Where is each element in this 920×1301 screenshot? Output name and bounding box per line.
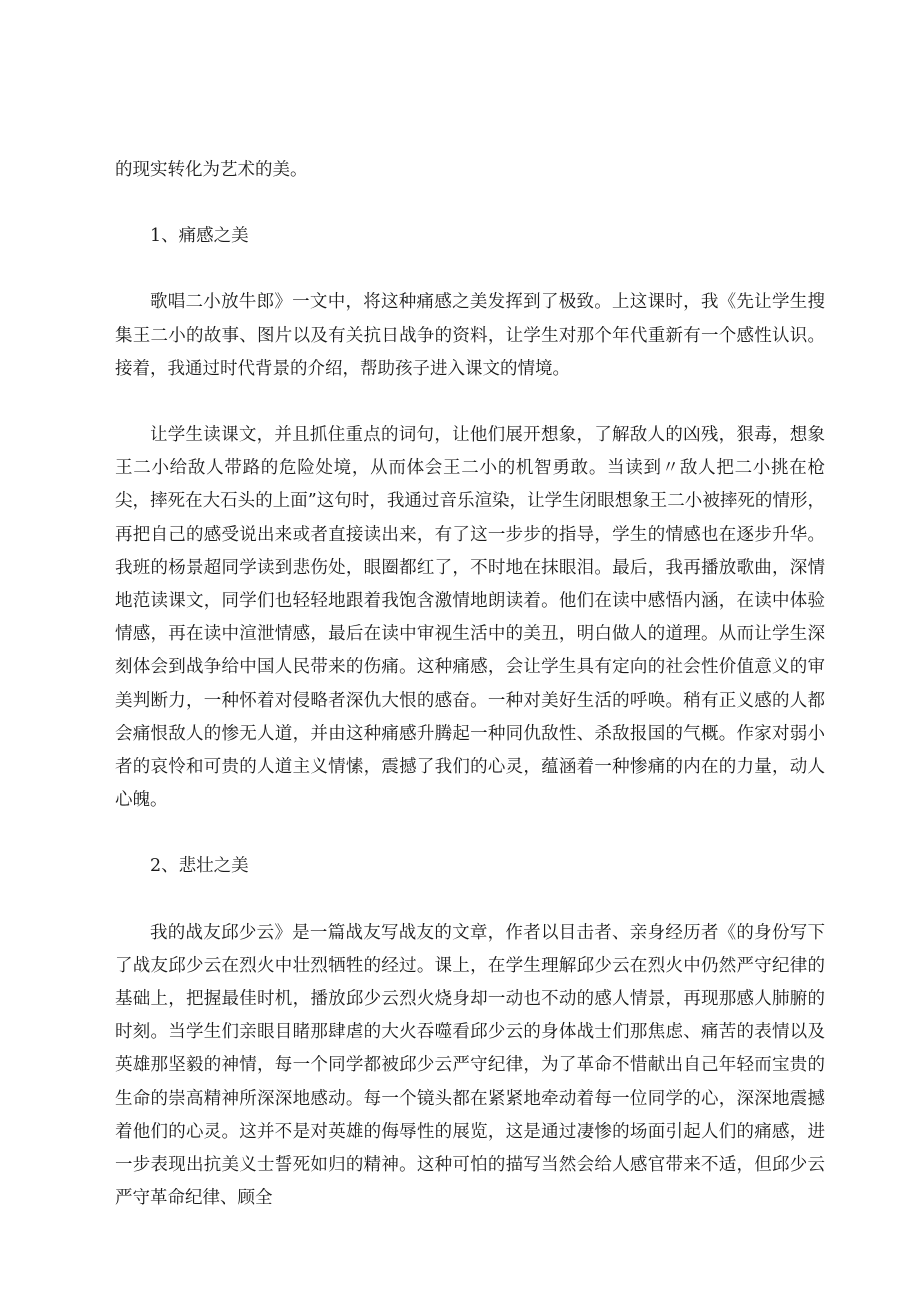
paragraph-gap bbox=[115, 386, 825, 419]
document-body bbox=[115, 154, 825, 1215]
paragraph-gap bbox=[115, 253, 825, 286]
paragraph-reading-lesson: 让学生读课文，并且抓住重点的词句，让他们展开想象，了解敌人的凶残，狠毒，想象王二小给敌人带路的危险处境，从而体会王二小的机智勇敢。当读到〃敌人把二小挑在枪尖，摔死在大石头的上面”这句时，我通过音乐渲染，让学生闭眼想象王二小被摔死的情形，再把自己的感受说出来或者直接读出来，有了这一步步的指导，学生的情感也在逐步升华。我班的杨景超同学读到悲伤处，眼圈都红了，不时地在抹眼泪。最后，我再播放歌曲，深情地范读课文，同学们也轻轻地跟着我饱含激情地朗读着。他们在读中感悟内涵，在读中体验情感，再在读中渲泄情感，最后在读中审视生活中的美丑，明白做人的道理。从而让学生深刻体会到战争给中国人民带来的伤痛。这种痛感，会让学生具有定向的社会性价值意义的审美判断力，一种怀着对侵略者深仇大恨的感奋。一种对美好生活的呼唤。稍有正义感的人都会痛恨敌人的惨无人道，并由这种痛感升腾起一种同仇敌性、杀敌报国的气概。作家对弱小者的哀怜和可贵的人道主义情愫，震撼了我们的心灵，蕴涵着一种惨痛的内在的力量，动人心魄。 bbox=[115, 425, 825, 811]
section-heading-tragic: 2、悲壮之美 bbox=[150, 856, 249, 877]
paragraph-wang-erxiao-intro: 歌唱二小放牛郎》一文中，将这种痛感之美发挥到了极致。上这课时，我《先让学生搜集王二小的故事、图片以及有关抗日战争的资料，让学生对那个年代重新有一个感性认识。接着，我通过时代背景的介绍，帮助孩子进入课文的情境。 bbox=[115, 292, 825, 379]
paragraph-qiu-shaoyun: 我的战友邱少云》是一篇战友写战友的文章，作者以目击者、亲身经历者《的身份写下了战友邱少云在烈火中壮烈牺牲的经过。课上，在学生理解邱少云在烈火中仍然严守纪律的基础上，把握最佳时机，播放邱少云烈火烧身却一动也不动的感人情景，再现那感人肺腑的时刻。当学生们亲眼目睹那肆虐的大火吞噬看邱少云的身体战士们那焦虑、痛苦的表情以及英雄那坚毅的神情，每一个同学都被邱少云严守纪律，为了革命不惜献出自己年轻而宝贵的生命的崇高精神所深深地感动。每一个镜头都在紧紧地牵动着每一位同学的心，深深地震撼着他们的心灵。这并不是对英雄的侮辱性的展览，这是通过凄惨的场面引起人们的痛感，进一步表现出抗美义士誓死如归的精神。这种可怕的描写当然会给人感官带来不适，但邱少云严守革命纪律、顾全 bbox=[115, 922, 825, 1209]
paragraph-gap bbox=[115, 884, 825, 917]
paragraph-intro-fragment: 的现实转化为艺术的美。 bbox=[115, 160, 308, 180]
paragraph-gap bbox=[115, 817, 825, 850]
paragraph-gap bbox=[115, 187, 825, 220]
section-heading-pain: 1、痛感之美 bbox=[150, 226, 249, 247]
